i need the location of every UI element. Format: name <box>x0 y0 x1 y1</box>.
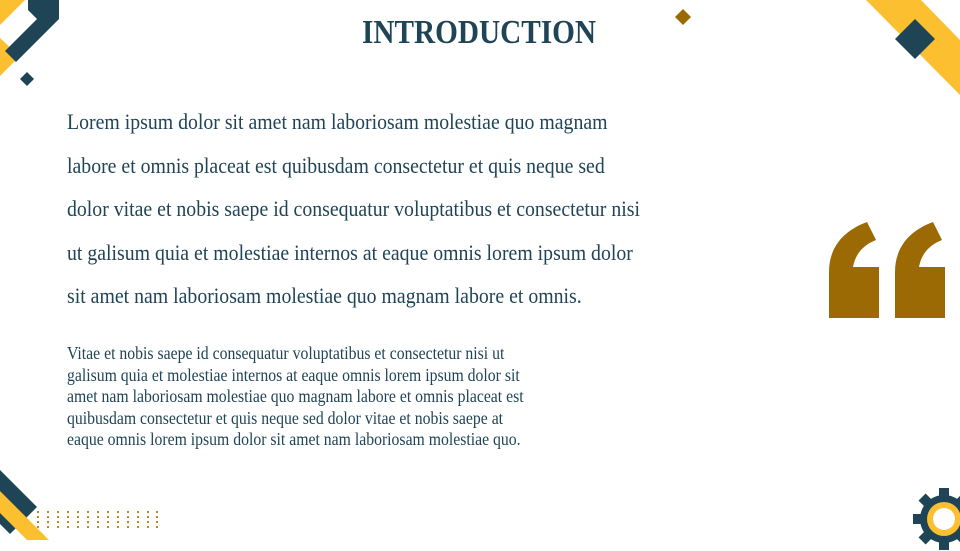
paragraph-line: quibusdam consectetur et quis neque sed dolor vitae et nobis saepe at <box>67 407 504 428</box>
paragraph-line: dolor vitae et nobis saepe id consequatur voluptatibus et consectetur nisi <box>67 196 640 221</box>
paragraph-line: amet nam laboriosam molestiae quo magnam labore et omnis placeat est <box>67 386 524 406</box>
page-title: INTRODUCTION <box>362 14 596 51</box>
paragraph-line: eaque omnis lorem ipsum dolor sit amet nam laboriosam molestiae quo. <box>67 429 521 449</box>
paragraph-line: labore et omnis placeat est quibusdam consectetur et quis neque sed <box>67 152 605 178</box>
paragraph-line: Vitae et nobis saepe id consequatur voluptatibus et consectetur nisi ut <box>67 343 505 363</box>
gear-icon <box>912 487 960 551</box>
quote-mark-icon <box>829 222 946 319</box>
corner-decoration-top-left <box>0 0 70 90</box>
paragraph-line: ut galisum quia et molestiae internos at eaque omnis lorem ipsum dolor <box>67 239 633 265</box>
small-diamond-icon <box>20 72 34 86</box>
paragraph-line: galisum quia et molestiae internos at eaque omnis lorem ipsum dolor sit <box>67 364 520 385</box>
paragraph-line: sit amet nam laboriosam molestiae quo magnam labore et omnis. <box>67 283 582 308</box>
main-paragraph <box>67 100 687 318</box>
dot-grid-decoration <box>36 510 160 530</box>
paragraph-line: Lorem ipsum dolor sit amet nam laboriosam molestiae quo magnam <box>67 109 608 134</box>
secondary-paragraph <box>67 343 587 451</box>
